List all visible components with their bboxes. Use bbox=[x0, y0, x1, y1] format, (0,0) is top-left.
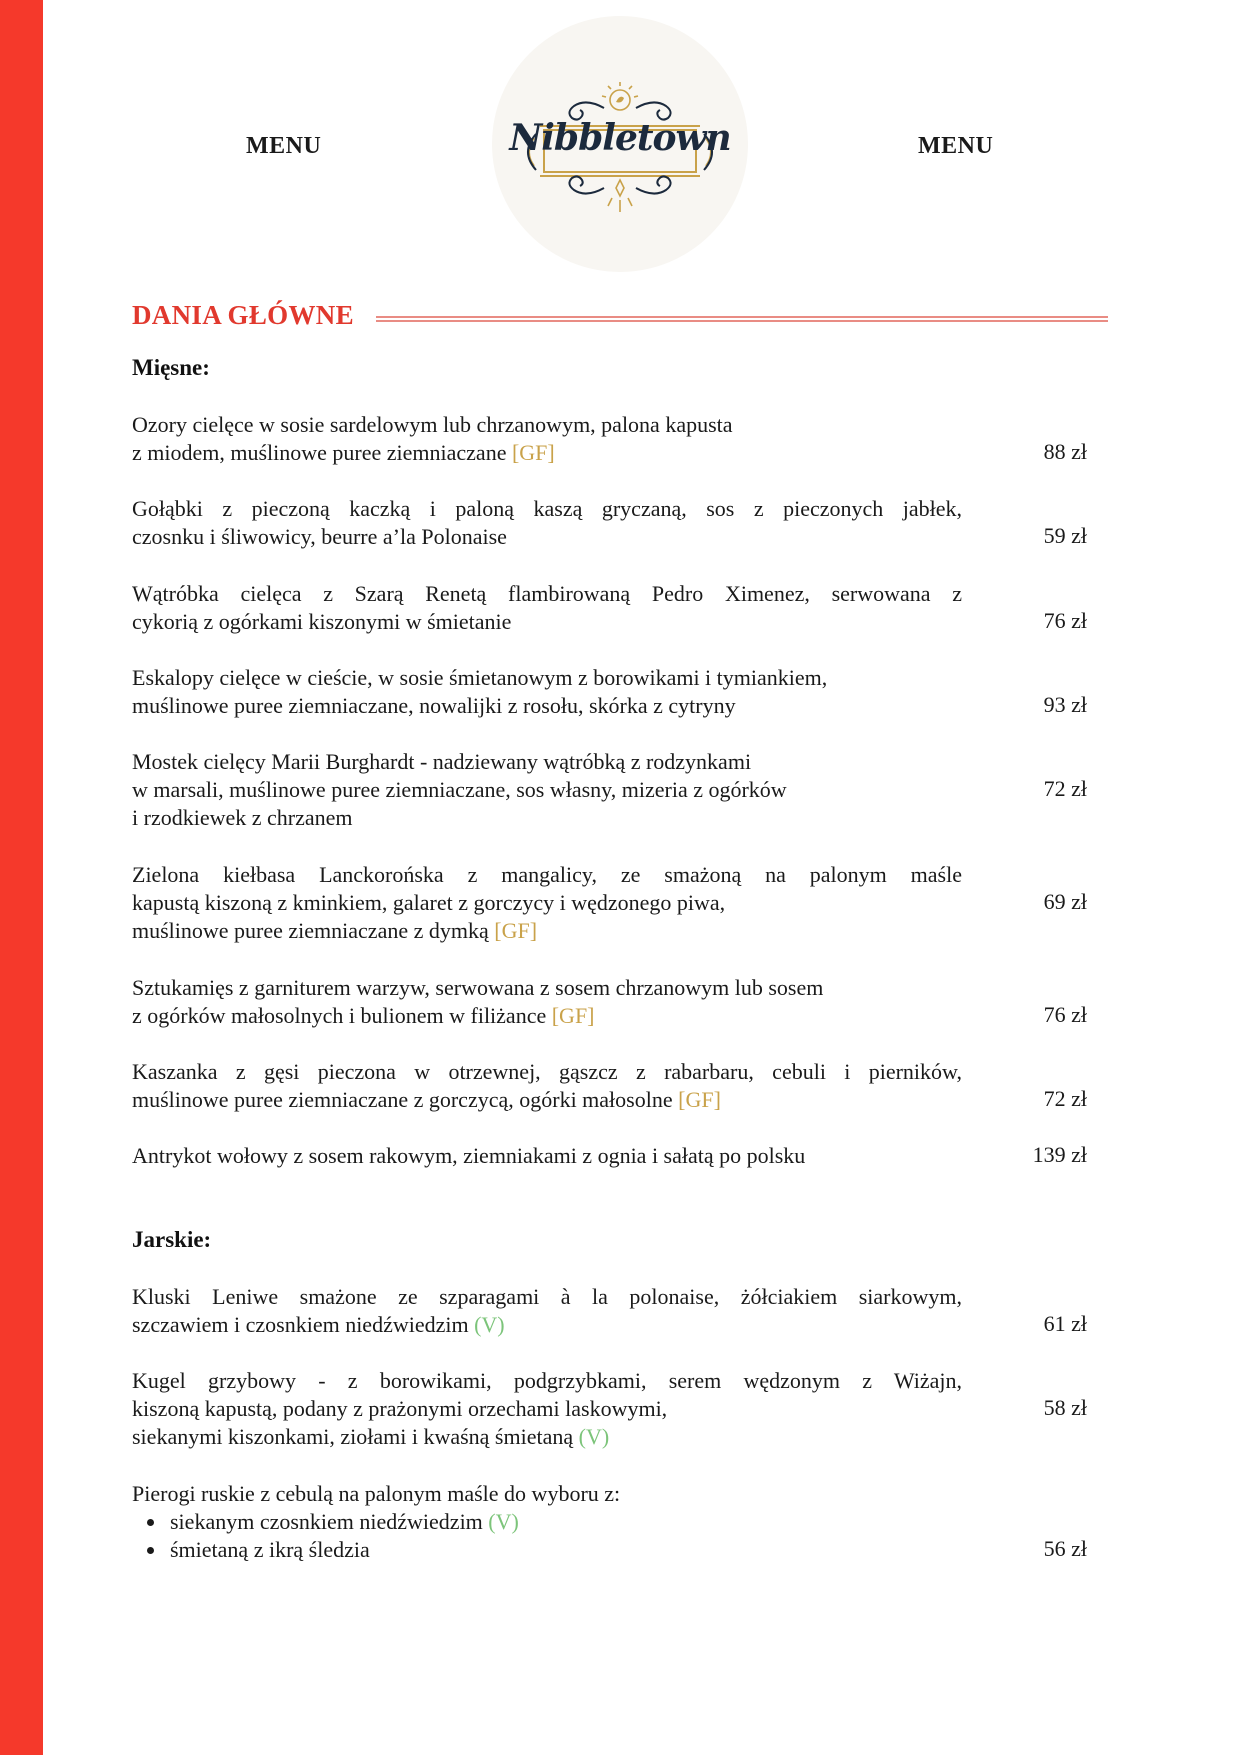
option-item: śmietaną z ikrą śledzia bbox=[132, 1536, 972, 1564]
section-title-rule bbox=[376, 316, 1108, 322]
menu-item bbox=[132, 748, 972, 832]
menu-item-price: 58 zł bbox=[1043, 1395, 1087, 1420]
menu-item-price: 56 zł bbox=[1043, 1536, 1087, 1561]
menu-item bbox=[132, 411, 972, 467]
menu-item-price: 88 zł bbox=[1043, 439, 1087, 464]
menu-item-line: Mostek cielęcy Marii Burghardt - nadziewany wątróbką z rodzynkami bbox=[132, 749, 752, 774]
menu-item-line: i rzodkiewek z chrzanem bbox=[132, 805, 353, 830]
logo-wordmark: Nibbletown bbox=[509, 117, 731, 159]
menu-item-line: z ogórków małosolnych i bulionem w filiżance [GF] bbox=[132, 1003, 595, 1028]
menu-item-price: 76 zł bbox=[1043, 1002, 1087, 1027]
menu-item-line: Gołąbki z pieczoną kaczką i paloną kaszą gryczaną, sos z pieczonych jabłek, bbox=[132, 496, 962, 521]
menu-item-line: Eskalopy cielęce w cieście, w sosie śmietanowym z borowikami i tymiankiem, bbox=[132, 665, 828, 690]
menu-item bbox=[132, 1142, 972, 1170]
menu-item-line: kapustą kiszoną z kminkiem, galaret z gorczycy i wędzonego piwa, bbox=[132, 890, 726, 915]
option-list bbox=[132, 1508, 972, 1564]
gluten-free-tag: [GF] bbox=[551, 1003, 595, 1028]
gluten-free-tag: [GF] bbox=[494, 918, 538, 943]
menu-item-line: muślinowe puree ziemniaczane, nowalijki z rosołu, skórka z cytryny bbox=[132, 693, 736, 718]
menu-item-price: 139 zł bbox=[1032, 1142, 1087, 1167]
menu-item-line: muślinowe puree ziemniaczane z gorczycą, ogórki małosolne [GF] bbox=[132, 1087, 721, 1112]
header-menu-label-right: MENU bbox=[918, 133, 994, 159]
menu-item-line: Antrykot wołowy z sosem rakowym, ziemniakami z ognia i sałatą po polsku bbox=[132, 1143, 806, 1168]
bullet-icon bbox=[147, 1547, 154, 1554]
menu-item-price: 61 zł bbox=[1043, 1311, 1087, 1336]
menu-item-line: Pierogi ruskie z cebulą na palonym maśle do wyboru z: bbox=[132, 1481, 621, 1506]
gluten-free-tag: [GF] bbox=[678, 1087, 721, 1112]
menu-item-price: 72 zł bbox=[1043, 1086, 1087, 1111]
menu-item-line: w marsali, muślinowe puree ziemniaczane, sos własny, mizeria z ogórków bbox=[132, 777, 787, 802]
vegetarian-tag: (V) bbox=[488, 1509, 519, 1534]
menu-item bbox=[132, 495, 972, 551]
menu-item-price: 59 zł bbox=[1043, 523, 1087, 548]
menu-item bbox=[132, 1058, 972, 1114]
menu-item-line: z miodem, muślinowe puree ziemniaczane [GF] bbox=[132, 440, 555, 465]
menu-item-line: muślinowe puree ziemniaczane z dymką [GF] bbox=[132, 918, 538, 943]
veg-subheading: Jarskie: bbox=[132, 1227, 212, 1252]
menu-item-line: Ozory cielęce w sosie sardelowym lub chrzanowym, palona kapusta bbox=[132, 412, 733, 437]
menu-item bbox=[132, 861, 972, 945]
bullet-icon bbox=[147, 1519, 154, 1526]
side-accent-bar bbox=[0, 0, 43, 1755]
menu-item-price: 93 zł bbox=[1043, 692, 1087, 717]
menu-item bbox=[132, 974, 972, 1030]
menu-item-line: kiszoną kapustą, podany z prażonymi orzechami laskowymi, bbox=[132, 1396, 668, 1421]
menu-item-line: Zielona kiełbasa Lanckorońska z mangalicy, ze smażoną na palonym maśle bbox=[132, 862, 962, 887]
restaurant-logo bbox=[492, 16, 748, 272]
menu-item bbox=[132, 1480, 972, 1564]
vegetarian-tag: (V) bbox=[474, 1312, 505, 1337]
menu-item bbox=[132, 580, 972, 636]
header-menu-label-left: MENU bbox=[246, 133, 322, 159]
meat-subheading: Mięsne: bbox=[132, 355, 210, 380]
menu-item bbox=[132, 1283, 972, 1339]
menu-item-price: 72 zł bbox=[1043, 776, 1087, 801]
menu-item-line: cykorią z ogórkami kiszonymi w śmietanie bbox=[132, 609, 512, 634]
menu-item bbox=[132, 1367, 972, 1451]
menu-item-line: Sztukamięs z garniturem warzyw, serwowana z sosem chrzanowym lub sosem bbox=[132, 975, 824, 1000]
menu-item-line: Kaszanka z gęsi pieczona w otrzewnej, gąszcz z rabarbaru, cebuli i pierników, bbox=[132, 1059, 962, 1084]
menu-item-line: Kluski Leniwe smażone ze szparagami à la polonaise, żółciakiem siarkowym, bbox=[132, 1284, 962, 1309]
menu-item bbox=[132, 664, 972, 720]
menu-item-line: czosnku i śliwowicy, beurre a’la Polonaise bbox=[132, 524, 507, 549]
menu-item-line: siekanymi kiszonkami, ziołami i kwaśną śmietaną (V) bbox=[132, 1424, 610, 1449]
menu-item-line: Kugel grzybowy - z borowikami, podgrzybkami, serem wędzonym z Wiżajn, bbox=[132, 1368, 962, 1393]
option-item: siekanym czosnkiem niedźwiedzim (V) bbox=[132, 1508, 972, 1536]
menu-item-price: 76 zł bbox=[1043, 608, 1087, 633]
menu-item-price: 69 zł bbox=[1043, 889, 1087, 914]
menu-item-line: Wątróbka cielęca z Szarą Renetą flambirowaną Pedro Ximenez, serwowana z bbox=[132, 581, 962, 606]
vegetarian-tag: (V) bbox=[578, 1424, 610, 1449]
gluten-free-tag: [GF] bbox=[511, 440, 555, 465]
section-title: DANIA GŁÓWNE bbox=[132, 300, 354, 330]
menu-item-line: szczawiem i czosnkiem niedźwiedzim (V) bbox=[132, 1312, 505, 1337]
